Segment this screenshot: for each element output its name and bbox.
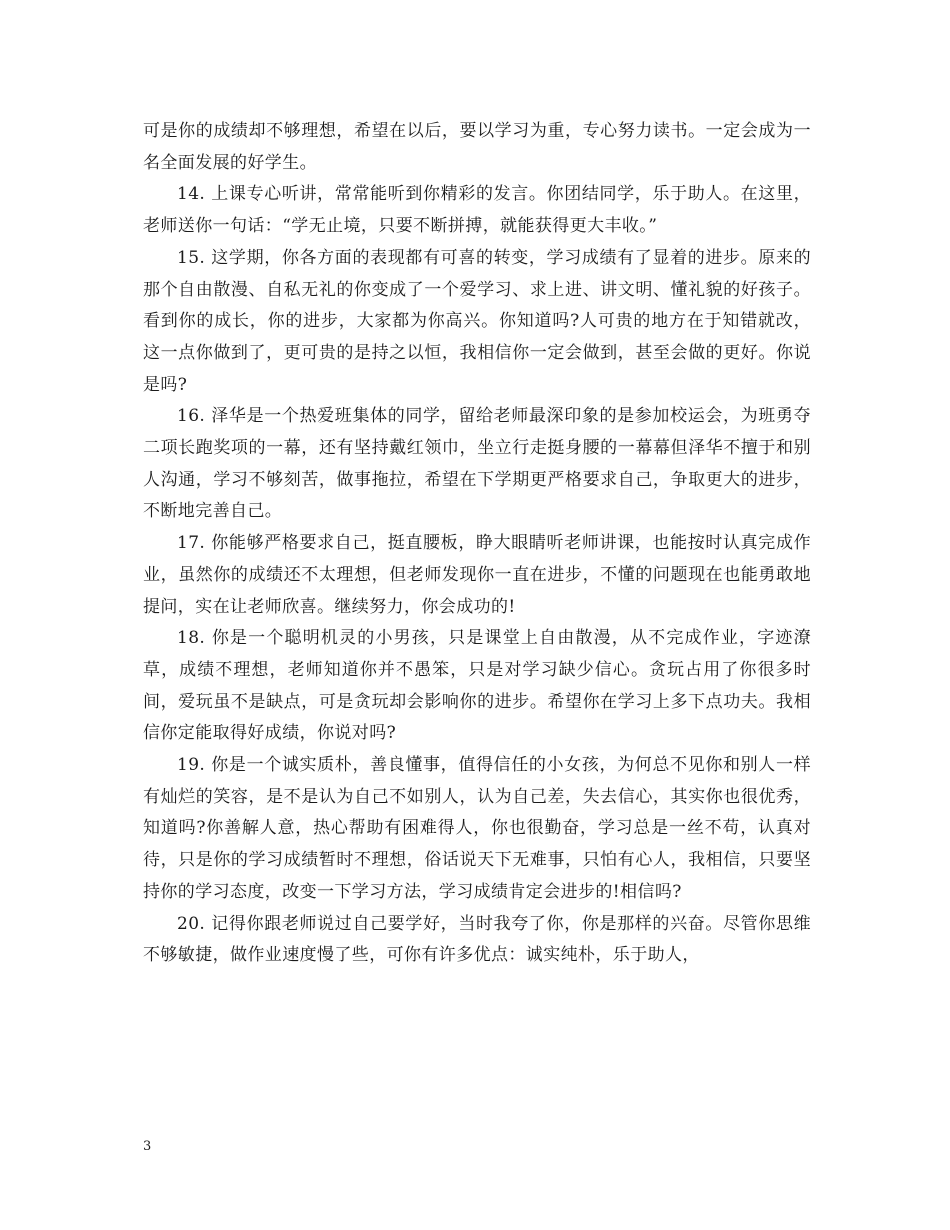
paragraph-item-19: 19. 你是一个诚实质朴，善良懂事，值得信任的小女孩，为何总不见你和别人一样有灿烂的笑容，是不是认为自己不如别人，认为自己差，失去信心，其实你也很优秀，知道吗?你善解人意，热心帮助有困难得人，你也很勤奋，学习总是一丝不苟，认真对待，只是你的学习成绩暂时不理想，俗话说天下无难事，只怕有心人，我相信，只要坚持你的学习态度，改变一下学习方法，学习成绩肯定会进步的!相信吗?	[143, 755, 811, 902]
paragraph-item-20: 20. 记得你跟老师说过自己要学好，当时我夸了你，你是那样的兴奋。尽管你思维不够敏捷，做作业速度慢了些，可你有许多优点：诚实纯朴，乐于助人，	[143, 913, 811, 966]
paragraph-item-14: 14. 上课专心听讲，常常能听到你精彩的发言。你团结同学，乐于助人。在这里，老师送你一句话：“学无止境，只要不断拼搏，就能获得更大丰收。”	[143, 184, 811, 237]
document-body	[143, 116, 811, 972]
paragraph-continuation: 可是你的成绩却不够理想，希望在以后，要以学习为重，专心努力读书。一定会成为一名全面发展的好学生。	[143, 121, 811, 173]
paragraph-item-17: 17. 你能够严格要求自己，挺直腰板，睁大眼睛听老师讲课，也能按时认真完成作业，虽然你的成绩还不太理想，但老师发现你一直在进步，不懂的问题现在也能勇敢地提问，实在让老师欣喜。继续努力，你会成功的!	[143, 533, 811, 617]
paragraph-item-16: 16. 泽华是一个热爱班集体的同学，留给老师最深印象的是参加校运会，为班勇夺二项长跑奖项的一幕，还有坚持戴红领巾，坐立行走挺身腰的一幕幕但泽华不擅于和别人沟通，学习不够刻苦，做事拖拉，希望在下学期更严格要求自己，争取更大的进步，不断地完善自己。	[143, 406, 811, 522]
paragraph-item-18: 18. 你是一个聪明机灵的小男孩，只是课堂上自由散漫，从不完成作业，字迹潦草，成绩不理想，老师知道你并不愚笨，只是对学习缺少信心。贪玩占用了你很多时间，爱玩虽不是缺点，可是贪玩却会影响你的进步。希望你在学习上多下点功夫。我相信你定能取得好成绩，你说对吗?	[143, 628, 811, 744]
page-number: 3	[143, 1139, 152, 1154]
paragraph-item-15: 15. 这学期，你各方面的表现都有可喜的转变，学习成绩有了显着的进步。原来的那个自由散漫、自私无礼的你变成了一个爱学习、求上进、讲文明、懂礼貌的好孩子。看到你的成长，你的进步，大家都为你高兴。你知道吗?人可贵的地方在于知错就改，这一点你做到了，更可贵的是持之以恒，我相信你一定会做到，甚至会做的更好。你说是吗?	[143, 247, 811, 395]
